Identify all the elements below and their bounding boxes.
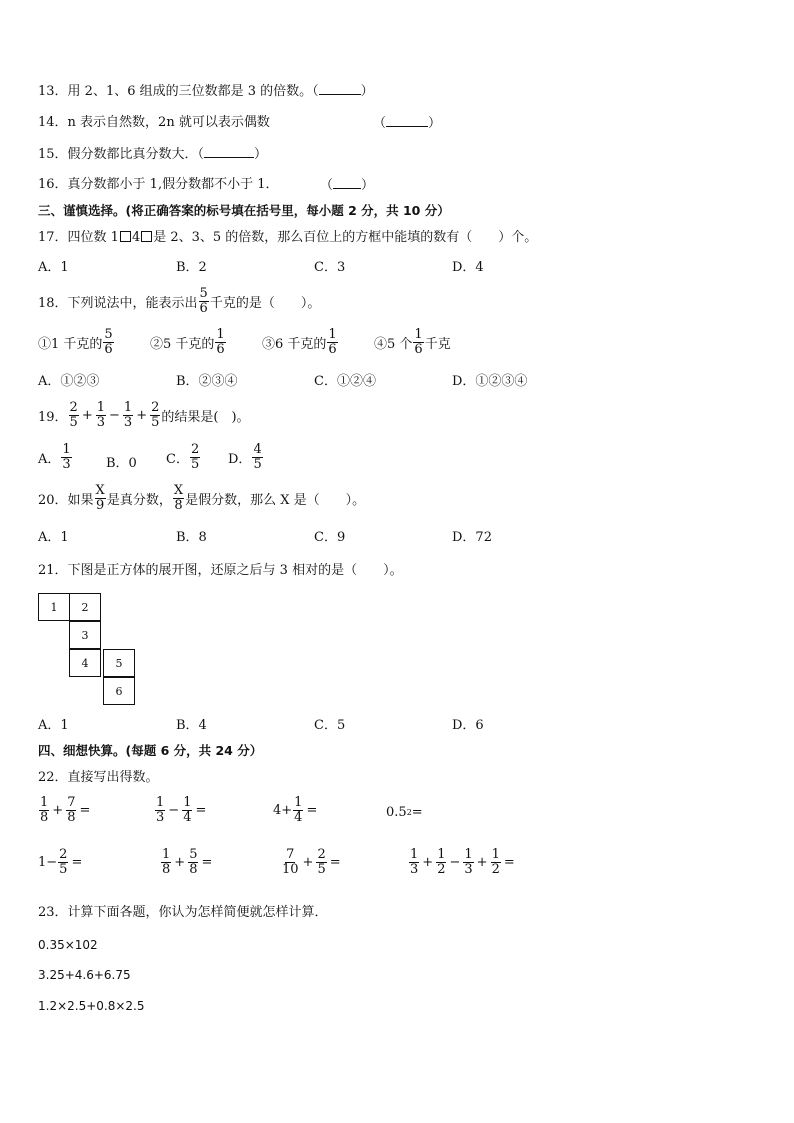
q23-item-1: 0.35×102: [38, 938, 98, 952]
q18-option-d[interactable]: D．①②③④: [452, 374, 528, 389]
answer-blank[interactable]: [386, 114, 428, 127]
fraction: $\frac{1}{3}$: [123, 400, 133, 430]
question-13: 13．用 2、1、6 组成的三位数都是 3 的倍数。（ ）: [38, 84, 374, 99]
blank-square: [120, 231, 131, 242]
question-22: 22．直接写出得数。: [38, 770, 159, 785]
q21-option-d[interactable]: D．6: [452, 718, 484, 733]
fraction: $\frac{X}{9}$: [95, 483, 105, 513]
calc-2-3: $\frac{7}{10}$ + $\frac{2}{5}$ =: [282, 847, 341, 877]
q17-option-b[interactable]: B．2: [176, 260, 207, 275]
q20-option-a[interactable]: A．1: [38, 530, 69, 545]
calc-1-1: $\frac{1}{8}$ + $\frac{7}{8}$ =: [40, 795, 91, 825]
q17-option-d[interactable]: D．4: [452, 260, 484, 275]
fraction: $\frac{1}{3}$: [156, 795, 165, 825]
fraction: $\frac{1}{3}$: [410, 847, 419, 877]
net-face: 2: [69, 593, 101, 621]
calc-1-3: 4+ $\frac{1}{4}$ =: [273, 795, 318, 825]
calc-1-4: 0.5 2 =: [386, 805, 423, 820]
fraction: $\frac{7}{8}$: [67, 795, 76, 825]
section-4-heading: 四、细想快算。(每题 6 分，共 24 分）: [38, 743, 263, 758]
fraction: $\frac{2}{5}$: [69, 400, 78, 430]
q18-option-b[interactable]: B．②③④: [176, 374, 238, 389]
q18-statement-4: ④5 个 $\frac{1}{6}$ 千克: [374, 327, 451, 357]
cube-net-diagram: [38, 593, 148, 709]
q20-option-b[interactable]: B．8: [176, 530, 207, 545]
fraction: $\frac{1}{6}$: [216, 327, 225, 357]
fraction: $\frac{2}{5}$: [151, 400, 160, 430]
question-21: 21．下图是正方体的展开图，还原之后与 3 相对的是（ ）。: [38, 563, 403, 578]
fraction: $\frac{2}{5}$: [59, 847, 68, 877]
q15-text: 15．假分数都比真分数大．（: [38, 147, 205, 162]
q23-item-3: 1.2×2.5+0.8×2.5: [38, 999, 145, 1013]
q19-option-a[interactable]: A． $\frac{1}{3}$: [38, 442, 71, 472]
fraction: $\frac{1}{3}$: [96, 400, 106, 430]
fraction: $\frac{1}{4}$: [183, 795, 192, 825]
fraction: $\frac{1}{8}$: [162, 847, 171, 877]
net-face: 1: [38, 593, 70, 621]
fraction: $\frac{7}{10}$: [282, 847, 299, 877]
fraction: $\frac{5}{6}$: [199, 286, 208, 316]
calc-2-2: $\frac{1}{8}$ + $\frac{5}{8}$ =: [162, 847, 213, 877]
fraction: $\frac{1}{3}$: [464, 847, 473, 877]
question-16: 16．真分数都小于 1,假分数都不小于 1． （ ）: [38, 177, 375, 193]
fraction: $\frac{1}{6}$: [414, 327, 423, 357]
net-face: 6: [103, 677, 135, 705]
question-17: 17．四位数 1 4 是 2、3、5 的倍数，那么百位上的方框中能填的数有（ ）个。: [38, 230, 538, 245]
fraction: $\frac{1}{2}$: [437, 847, 446, 877]
blank-square: [141, 231, 152, 242]
q19-option-d[interactable]: D． $\frac{4}{5}$: [228, 442, 262, 472]
calc-2-1: 1− $\frac{2}{5}$ =: [38, 847, 83, 877]
fraction: $\frac{5}{6}$: [104, 327, 113, 357]
q17-option-a[interactable]: A．1: [38, 260, 69, 275]
q16-text: 16．真分数都小于 1,假分数都不小于 1．: [38, 177, 279, 192]
question-15: 15．假分数都比真分数大．（ ）: [38, 147, 268, 162]
fraction: $\frac{1}{6}$: [328, 327, 337, 357]
q18-statement-3: ③6 千克的 $\frac{1}{6}$: [262, 327, 337, 357]
q20-option-d[interactable]: D．72: [452, 530, 492, 545]
fraction: $\frac{2}{5}$: [317, 847, 326, 877]
net-face: 5: [103, 649, 135, 677]
net-face: 4: [69, 649, 101, 677]
q21-option-a[interactable]: A．1: [38, 718, 69, 733]
q18-statement-2: ②5 千克的 $\frac{1}{6}$: [150, 327, 225, 357]
q14-text: 14．n 表示自然数，2n 就可以表示偶数: [38, 115, 270, 130]
q23-item-2: 3.25+4.6+6.75: [38, 968, 131, 982]
q19-option-b[interactable]: B．0: [106, 456, 137, 471]
fraction: $\frac{4}{5}$: [253, 442, 262, 472]
fraction: $\frac{1}{4}$: [294, 795, 303, 825]
question-23: 23．计算下面各题，你认为怎样简便就怎样计算．: [38, 905, 328, 920]
q17-option-c[interactable]: C．3: [314, 260, 346, 275]
fraction: $\frac{1}{8}$: [40, 795, 49, 825]
q21-option-c[interactable]: C．5: [314, 718, 346, 733]
q21-option-b[interactable]: B．4: [176, 718, 207, 733]
fraction: $\frac{1}{2}$: [491, 847, 500, 877]
answer-blank[interactable]: [204, 145, 254, 158]
q13-text: 13．用 2、1、6 组成的三位数都是 3 的倍数。（: [38, 84, 319, 99]
calc-1-2: $\frac{1}{3}$ − $\frac{1}{4}$ =: [156, 795, 207, 825]
net-face: 3: [69, 621, 101, 649]
fraction: $\frac{5}{8}$: [189, 847, 198, 877]
q20-option-c[interactable]: C．9: [314, 530, 346, 545]
q18-option-c[interactable]: C．①②④: [314, 374, 376, 389]
answer-blank[interactable]: [333, 176, 361, 189]
section-3-heading: 三、谨慎选择。(将正确答案的标号填在括号里，每小题 2 分，共 10 分）: [38, 203, 450, 218]
question-18: 18．下列说法中，能表示出 $\frac{5}{6}$ 千克的是（ ）。: [38, 286, 321, 316]
q19-option-c[interactable]: C． $\frac{2}{5}$: [166, 442, 200, 472]
q18-statement-1: ①1 千克的 $\frac{5}{6}$: [38, 327, 113, 357]
q18-option-a[interactable]: A．①②③: [38, 374, 100, 389]
fraction: $\frac{1}{3}$: [62, 442, 71, 472]
calc-2-4: $\frac{1}{3}$ + $\frac{1}{2}$ − $\frac{1}{3}$ + $\frac{1}{2}$ =: [410, 847, 515, 877]
fraction: $\frac{2}{5}$: [190, 442, 200, 472]
fraction: $\frac{X}{8}$: [173, 483, 184, 513]
answer-blank[interactable]: [319, 82, 361, 95]
question-20: 20．如果 $\frac{X}{9}$ 是真分数， $\frac{X}{8}$ 是假分数，那么 X 是（ ）。: [38, 483, 366, 513]
question-14: 14．n 表示自然数，2n 就可以表示偶数 （ ）: [38, 115, 442, 131]
question-19: 19． $\frac{2}{5}$ + $\frac{1}{3}$ − $\frac{1}{3}$ + $\frac{2}{5}$ 的结果是( )。: [38, 400, 250, 430]
